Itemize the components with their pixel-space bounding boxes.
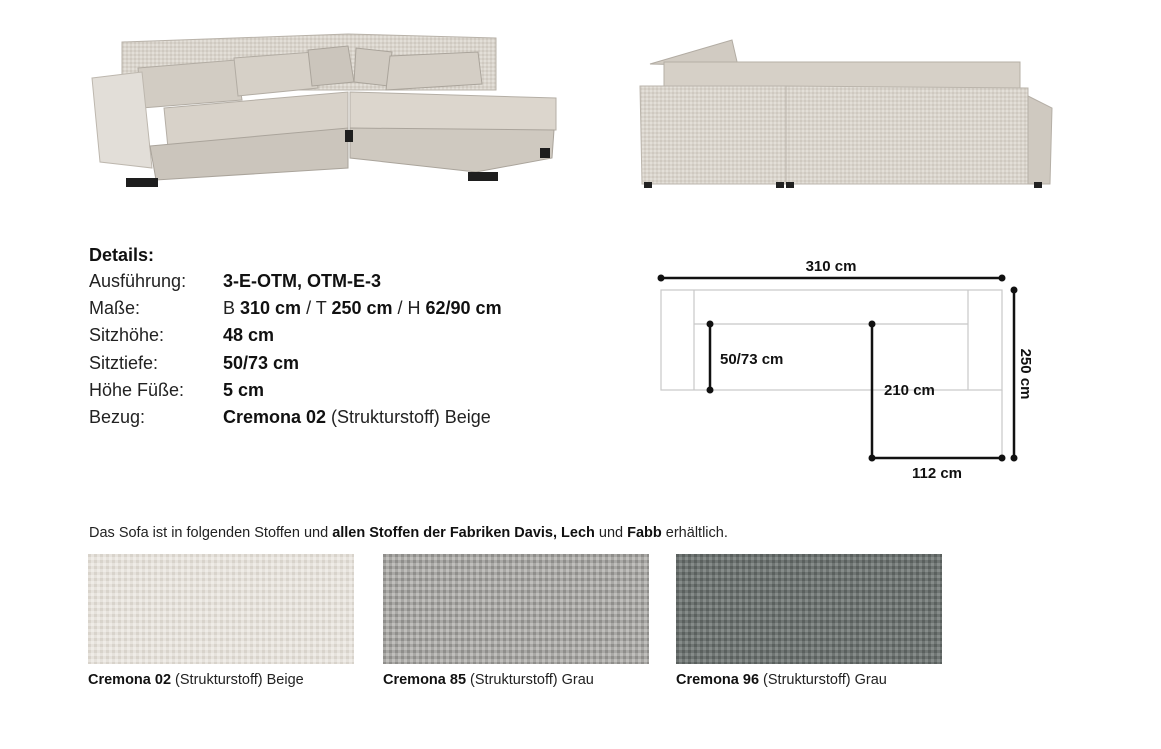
detail-value: 50/73 cm	[223, 352, 300, 373]
detail-row-masse	[89, 295, 549, 322]
fabric-swatch-cremona-85	[383, 554, 649, 664]
fabric-intro-text: Das Sofa ist in folgenden Stoffen und allen Stoffen der Fabriken Davis, Lech und Fabb erhältlich.	[89, 525, 728, 541]
detail-label: Höhe Füße:	[89, 379, 185, 400]
detail-label: Bezug:	[89, 406, 146, 427]
swatch-caption-cremona-96: Cremona 96 (Strukturstoff) Grau	[676, 672, 887, 688]
detail-label: Sitzhöhe:	[89, 325, 165, 346]
detail-row-hoehe-fuesse	[89, 377, 549, 404]
sofa-front-photo	[86, 30, 562, 195]
sofa-outline	[661, 290, 1002, 458]
detail-value: 5 cm	[223, 379, 265, 400]
detail-row-sitztiefe	[89, 350, 549, 377]
swatch-caption-cremona-85: Cremona 85 (Strukturstoff) Grau	[383, 672, 594, 688]
detail-value: B 310 cm / T 250 cm / H 62/90 cm	[223, 298, 502, 319]
detail-label: Maße:	[89, 298, 141, 319]
chaise-length-label: 210 cm	[884, 382, 935, 399]
dimension-diagram	[650, 250, 1050, 490]
detail-label: Sitztiefe:	[89, 352, 159, 373]
detail-row-sitzhoehe	[89, 322, 549, 349]
fabric-swatch-cremona-96	[676, 554, 942, 664]
detail-row-bezug	[89, 404, 549, 431]
sofa-back-photo	[636, 36, 1056, 191]
width-label: 310 cm	[805, 258, 857, 275]
swatch-caption-cremona-02: Cremona 02 (Strukturstoff) Beige	[88, 672, 304, 688]
depth-label: 250 cm	[1017, 348, 1034, 400]
chaise-width-label: 112 cm	[911, 465, 963, 482]
details-section	[89, 242, 549, 431]
detail-value: 3-E-OTM, OTM-E-3	[223, 271, 381, 291]
detail-row-ausfuehrung	[89, 268, 549, 295]
details-title: Details:	[89, 245, 155, 265]
detail-value: 48 cm	[223, 325, 275, 346]
detail-value: Cremona 02 (Strukturstoff) Beige	[223, 406, 491, 427]
seat-depth-label: 50/73 cm	[720, 351, 784, 368]
fabric-swatch-cremona-02	[88, 554, 354, 664]
detail-label: Ausführung:	[89, 271, 187, 291]
